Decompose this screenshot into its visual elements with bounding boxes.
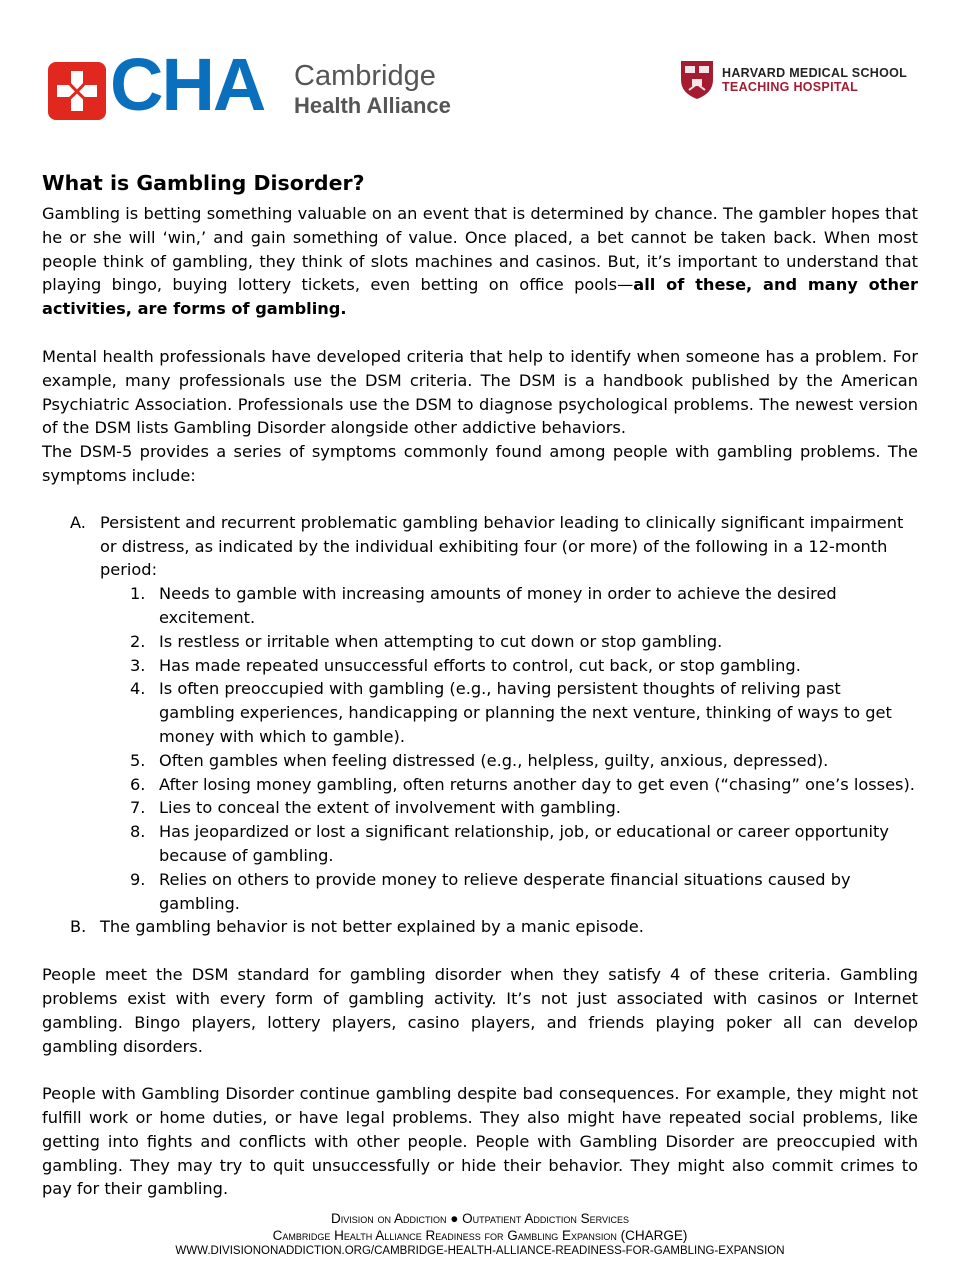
document-body (42, 168, 918, 1201)
symptom-marker: 3. (130, 655, 146, 675)
footer-url: WWW.DIVISIONONADDICTION.ORG/CAMBRIDGE-HEALTH-ALLIANCE-READINESS-FOR-GAMBLING-EXPANSION (175, 1245, 785, 1257)
harvard-shield-icon (680, 60, 714, 100)
footer-division: Division on Addiction ● Outpatient Addiction Services (331, 1211, 629, 1226)
cha-name-line1: Cambridge (294, 60, 436, 92)
symptom-item (42, 654, 918, 678)
cha-cross-icon (48, 62, 106, 120)
symptom-text: Often gambles when feeling distressed (e.g., helpless, guilty, anxious, depressed). (159, 750, 829, 770)
symptom-text: Relies on others to provide money to relieve desperate financial situations caused by gambling. (159, 869, 851, 913)
symptom-item (42, 773, 918, 797)
symptom-item (42, 796, 918, 820)
symptom-marker: 8. (130, 822, 146, 842)
symptom-item (42, 749, 918, 773)
cha-name-line2: Health Alliance (294, 93, 451, 118)
paragraph-intro-bold: all of these, and many other activities, are forms of gambling (42, 275, 918, 319)
spacer (42, 321, 918, 345)
symptom-item (42, 868, 918, 916)
symptom-item (42, 630, 918, 654)
criterion-b (42, 915, 918, 939)
symptom-text: Has jeopardized or lost a significant relationship, job, or educational or career opportunity because of gambling. (159, 822, 889, 865)
criterion-b-text: The gambling behavior is not better explained by a manic episode. (100, 917, 644, 937)
symptom-item (42, 820, 918, 868)
paragraph-consequences: People with Gambling Disorder continue gambling despite bad consequences. For example, they might not fulfill work or home duties, or have legal problems. They also might have repeated social problems, like getting into fights and conflicts with other people. People with Gambling Disorder are preoccupied with gambling. They may try to quit unsuccessfully or hide their behavior. They might also commit crimes to pay for their gambling. (42, 1084, 918, 1199)
criterion-b-marker: B. (70, 917, 87, 937)
paragraph-standard: People meet the DSM standard for gambling disorder when they satisfy 4 of these criteria. Gambling problems exist with every form of gambling activity. It’s not just associated with casinos or Internet gambling. Bingo players, lottery players, casino players, and friends playing poker all can develop gambling disorders. (42, 965, 918, 1056)
cha-logo (48, 43, 478, 126)
hms-text (722, 66, 907, 95)
footer-program: Cambridge Health Alliance Readiness for Gambling Expansion (CHARGE) (272, 1228, 688, 1243)
criteria-list (42, 511, 918, 939)
symptom-marker: 1. (130, 584, 146, 604)
criterion-a (42, 511, 918, 582)
symptom-marker: 5. (130, 750, 146, 770)
symptom-item (42, 582, 918, 630)
page-title: What is Gambling Disorder? (42, 171, 365, 195)
symptom-item (42, 677, 918, 748)
paragraph-dsm: Mental health professionals have developed criteria that help to identify when someone has a problem. For example, many professionals use the DSM criteria. The DSM is a handbook published by the American Psychiatric Association. Professionals use the DSM to diagnose psychological problems. The newest version of the DSM lists Gambling Disorder alongside other addictive behaviors. (42, 346, 918, 438)
paragraph-intro-text: Gambling is betting something valuable on an event that is determined by chance. The gambler hopes that he or she will ‘win,’ and gain something of value. Once placed, a bet cannot be taken back. When most people think of gambling, they think of slots machines and casinos. But, it’s important to understand that playing bingo, buying lottery tickets, even betting on office pools— (42, 204, 918, 295)
criterion-a-text: Persistent and recurrent problematic gambling behavior leading to clinically significant impairment or distress, as indicated by the individual exhibiting four (or more) of the following in a 12-month period: (100, 512, 904, 580)
symptom-marker: 4. (130, 679, 146, 699)
hms-line2: TEACHING HOSPITAL (722, 80, 859, 95)
symptom-list (42, 582, 918, 915)
paragraph-intro (42, 202, 918, 321)
hms-logo (680, 60, 920, 104)
spacer (42, 939, 918, 963)
symptom-text: After losing money gambling, often returns another day to get even (“chasing” one’s losses). (159, 774, 915, 794)
symptom-marker: 7. (130, 798, 146, 818)
cha-letters: CHA (110, 43, 265, 126)
symptom-marker: 9. (130, 869, 146, 889)
symptom-text: Needs to gamble with increasing amounts of money in order to achieve the desired excitement. (159, 584, 837, 627)
symptom-marker: 6. (130, 774, 146, 794)
symptom-text: Has made repeated unsuccessful efforts to control, cut back, or stop gambling. (159, 655, 801, 675)
footer (0, 1210, 960, 1259)
symptom-text: Is often preoccupied with gambling (e.g., having persistent thoughts of reliving past gambling experiences, handicapping or planning the next venture, thinking of ways to get money with which to gamble). (159, 679, 892, 746)
symptom-text: Is restless or irritable when attempting to cut down or stop gambling. (159, 631, 723, 651)
hms-line1: HARVARD MEDICAL SCHOOL (722, 66, 908, 80)
paragraph-dsm5: The DSM-5 provides a series of symptoms commonly found among people with gambling problems. The symptoms include: (42, 442, 918, 485)
symptom-marker: 2. (130, 631, 146, 651)
cha-name (294, 62, 451, 117)
paragraph-intro-end: . (340, 299, 347, 319)
criterion-a-marker: A. (70, 512, 86, 532)
spacer (42, 1058, 918, 1082)
symptom-text: Lies to conceal the extent of involvement with gambling. (159, 798, 621, 818)
